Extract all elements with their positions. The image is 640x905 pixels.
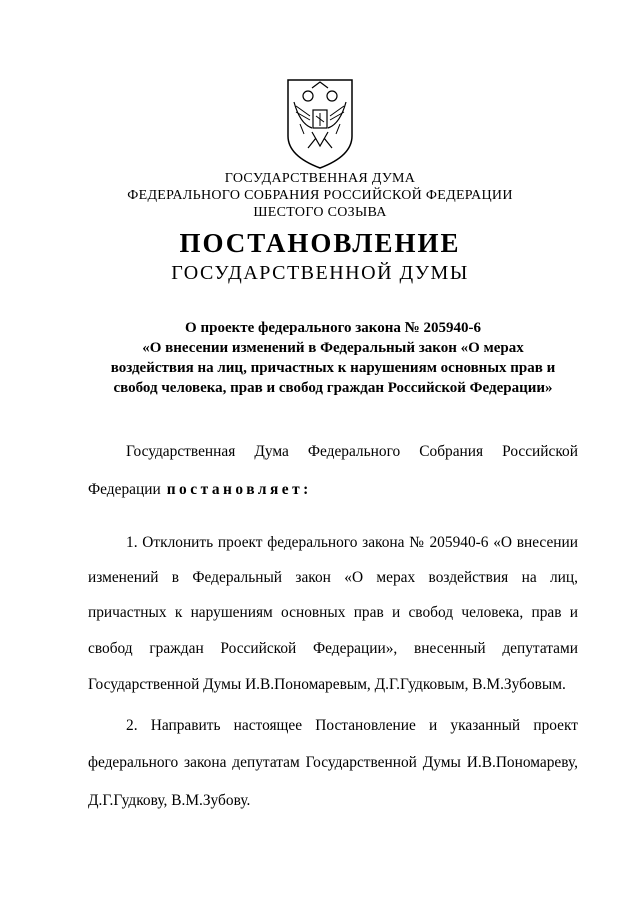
preamble-federation: Федерации: [88, 481, 161, 498]
russian-coat-of-arms-emblem: [282, 76, 358, 170]
item1-line-5: Государственной Думы И.В.Пономаревым, Д.Г.Гудковым, В.М.Зубовым.: [88, 676, 566, 693]
subject-line-3: воздействия на лиц, причастных к нарушениям основных прав и: [110, 360, 556, 376]
document-subject: [88, 318, 578, 398]
document-subtitle: ГОСУДАРСТВЕННОЙ ДУМЫ: [171, 262, 469, 284]
header-line-2: ФЕДЕРАЛЬНОГО СОБРАНИЯ РОССИЙСКОЙ ФЕДЕРАЦИИ: [127, 188, 513, 203]
preamble-resolves: постановляет:: [166, 481, 312, 498]
header-line-3: ШЕСТОГО СОЗЫВА: [253, 205, 387, 220]
subject-line-1: О проекте федерального закона № 205940-6: [185, 320, 481, 336]
item1-line-1: 1. Отклонить проект федерального закона № 205940-6 «О внесении: [126, 534, 578, 551]
preamble-line-2: [88, 481, 578, 499]
header-line-1: ГОСУДАРСТВЕННАЯ ДУМА: [224, 171, 416, 186]
subject-line-4: свобод человека, прав и свобод граждан Российской Федерации»: [113, 380, 553, 396]
item1-line-4: свобод граждан Российской Федерации», внесенный депутатами: [88, 640, 578, 657]
item2-line-2: федерального закона депутатам Государственной Думы И.В.Пономареву,: [88, 754, 578, 771]
item1-line-2: изменений в Федеральный закон «О мерах воздействия на лиц,: [88, 569, 578, 586]
preamble-line-1: Государственная Дума Федерального Собрания Российской: [126, 443, 578, 460]
item1-line-3: причастных к нарушениям основных прав и свобод человека, прав и: [88, 604, 578, 621]
item2-line-3: Д.Г.Гудкову, В.М.Зубову.: [88, 792, 251, 809]
subject-line-2: «О внесении изменений в Федеральный закон «О мерах: [142, 340, 524, 356]
item2-line-1: 2. Направить настоящее Постановление и указанный проект: [126, 717, 578, 734]
document-title: ПОСТАНОВЛЕНИЕ: [179, 228, 461, 258]
